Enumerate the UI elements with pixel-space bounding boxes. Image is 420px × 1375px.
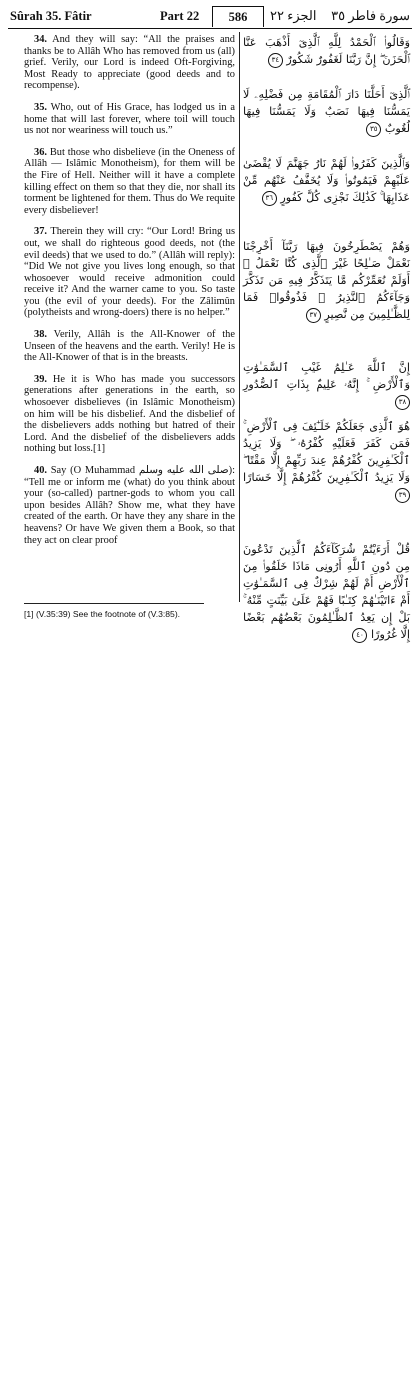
arabic-surah-title: سورة فاطر ٣٥ [331,8,410,23]
arabic-verse-text: وَهُمْ يَصْطَرِخُونَ فِيهَا رَبَّنَآ أَخْرِجْنَا نَعْمَلْ صَـٰلِحًا غَيْرَ ٱلَّذِى كُنَّا نَعْمَلُ ۚ أَوَلَمْ نُعَمِّرْكُم مَّا يَتَذَكَّرُ فِيهِ مَن تَذَكَّرَ وَجَآءَكُمُ ٱلنَّذِيرُ ۖ فَذُوقُوا۟ فَمَا لِلظَّـٰلِمِينَ مِن نَّصِيرٍ [243,240,410,321]
ayah-number-marker: ٣٩ [395,488,410,503]
verse-text: Who, out of His Grace, has lodged us in a home that will last forever, where toil will touch us not nor weariness will touch us.” [24,101,235,137]
verse-text: Say (O Muhammad صلى الله عليه وسلم): “Tell me or inform me (what) do you think about your (so-called) partner-gods to whom you call upon besides Allâh? Show me, what they have created of the earth. Or have they any share in the heavens? Or have We given them a Book, so that they act on clear proof [24,465,235,546]
part-label: Part 22 [160,9,200,23]
ayah-number-marker: ٣٨ [395,395,410,410]
verse-text: He it is Who has made you successors generations after generations in the earth, so whosoever disbelieves (in Islâmic Monotheism) on him will be his disbelief. And the disbelief of the disbelievers adds nothing but hatred of their Lord. And the disbelief of the disbelievers adds nothing but loss.[1] [24,373,235,455]
arabic-verse-34 [243,34,410,68]
arabic-verse-text: وَقَالُوا۟ ٱلْحَمْدُ لِلَّهِ ٱلَّذِىٓ أَذْهَبَ عَنَّا ٱلْحَزَنَ ۖ إِنَّ رَبَّنَا لَغَفُورٌ شَكُورٌ [243,36,410,66]
arabic-verse-37 [243,238,410,323]
footnote-rule [24,603,204,604]
verse-number: 37. [34,226,47,238]
verse-number: 36. [34,146,47,158]
english-translation-column [24,34,235,556]
verse-36 [24,147,235,217]
verse-number: 34. [34,34,47,45]
verse-text: Verily, Allâh is the All-Knower of the Unseen of the heavens and the earth. Verily! He is the All-Knower of that is in the breasts. [24,329,235,364]
verse-number: 40. [34,465,47,476]
verse-text: But those who disbelieve (in the Oneness of Allâh — Islâmic Monotheism), for them will be the Fire of Hell. Neither will it have a complete killing effect on them so that they die, nor shall its torment be lightened for them. Thus do We requite every disbeliever! [24,146,235,216]
arabic-verse-text: قُلْ أَرَءَيْتُمْ شُرَكَآءَكُمُ ٱلَّذِينَ تَدْعُونَ مِن دُونِ ٱللَّهِ أَرُونِى مَاذَا خَلَقُوا۟ مِنَ ٱلْأَرْضِ أَمْ لَهُمْ شِرْكٌ فِى ٱلسَّمَـٰوَٰتِ أَمْ ءَاتَيْنَـٰهُمْ كِتَـٰبًا فَهُمْ عَلَىٰ بَيِّنَتٍ مِّنْهُ ۚ بَلْ إِن يَعِدُ ٱلظَّـٰلِمُونَ بَعْضُهُم بَعْضًا إِلَّا غُرُورًا [243,543,410,641]
verse-40 [24,465,235,546]
arabic-verse-text: وَٱلَّذِينَ كَفَرُوا۟ لَهُمْ نَارُ جَهَنَّمَ لَا يُقْضَىٰ عَلَيْهِمْ فَيَمُوتُوا۟ وَلَا يُخَفَّفُ عَنْهُم مِّنْ عَذَابِهَا ۚ كَذَٰلِكَ نَجْزِى كُلَّ كَفُورٍ [243,157,410,204]
ayah-number-marker: ٣٥ [366,122,381,137]
arabic-verse-39 [243,418,410,503]
verse-text: And they will say: “All the praises and thanks be to Allâh Who has removed from us (all) grief. Verily, our Lord is indeed Oft-Forgiving, Most Ready to appreciate (good deeds and to recompense). [24,34,235,92]
arabic-text-column [243,34,410,643]
arabic-verse-38 [243,359,410,410]
footnote: [1] (V.35:39) See the footnote of (V.3:85). [24,609,181,619]
ayah-number-marker: ٣٦ [262,191,277,206]
arabic-part-label: الجزء ٢٢ [270,8,317,23]
arabic-verse-text: ٱلَّذِىٓ أَحَلَّنَا دَارَ ٱلْمُقَامَةِ مِن فَضْلِهِۦ لَا يَمَسُّنَا فِيهَا نَصَبٌ وَلَا يَمَسُّنَا فِيهَا لُغُوبٌ [243,88,410,135]
verse-number: 39. [34,373,47,385]
ayah-number-marker: ٣٧ [306,308,321,323]
verse-38 [24,329,235,364]
verse-text: Therein they will cry: “Our Lord! Bring us out, we shall do righteous good deeds, not (the evil deeds) that we used to do.” (Allâh will reply): “Did We not give you lives long enough, so that whosoever would receive admonition could receive it? And the warner came to you. So taste you (the evil of your deeds). For the Zâlimûn (polytheists and wrong-doers) there is no helper.” [24,226,235,319]
surah-title: Sûrah 35. Fâtir [10,9,92,23]
verse-39 [24,374,235,455]
arabic-verse-36 [243,155,410,206]
arabic-verse-text: إِنَّ ٱللَّهَ عَـٰلِمُ غَيْبِ ٱلسَّمَـٰوَٰتِ وَٱلْأَرْضِ ۚ إِنَّهُۥ عَلِيمٌۢ بِذَاتِ ٱلصُّدُورِ [243,361,410,391]
page-header [8,6,412,29]
arabic-verse-35 [243,86,410,137]
arabic-verse-40 [243,541,410,643]
verse-number: 35. [34,101,47,113]
ayah-number-marker: ٣٤ [268,53,283,68]
verse-37 [24,226,235,319]
verse-35 [24,102,235,137]
verse-number: 38. [34,329,47,341]
verse-34 [24,34,235,92]
ayah-number-marker: ٤٠ [352,628,367,643]
column-divider [239,32,240,602]
page-number: 586 [212,6,264,27]
arabic-verse-text: هُوَ ٱلَّذِى جَعَلَكُمْ خَلَـٰٓئِفَ فِى ٱلْأَرْضِ ۚ فَمَن كَفَرَ فَعَلَيْهِ كُفْرُهُۥ ۖ وَلَا يَزِيدُ ٱلْكَـٰفِرِينَ كُفْرُهُمْ عِندَ رَبِّهِمْ إِلَّا مَقْتًا ۖ وَلَا يَزِيدُ ٱلْكَـٰفِرِينَ كُفْرُهُمْ إِلَّا خَسَارًا [243,420,410,484]
